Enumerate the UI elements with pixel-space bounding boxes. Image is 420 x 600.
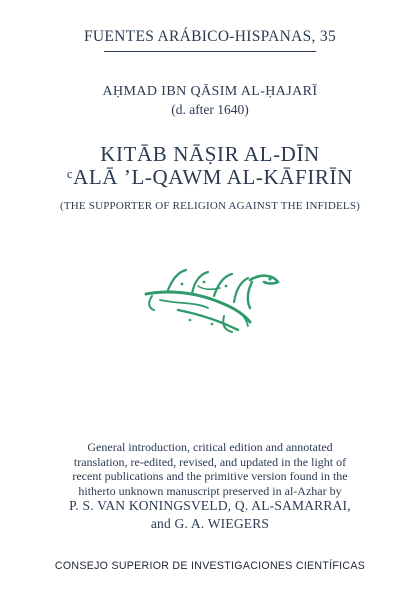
publisher-name: CONSEJO SUPERIOR DE INVESTIGACIONES CIENTÍFICAS xyxy=(54,560,366,572)
book-title-line2: ᶜALĀ ’L-QAWM AL-KĀFIRĪN xyxy=(67,165,353,189)
editors-line1: P. S. VAN KONINGSVELD, Q. AL-SAMARRAI, xyxy=(69,498,351,513)
description-paragraph: General introduction, critical edition and annotated translation, re-edited, revised, and updated in the light of recent publications and the primitive version found in the hitherto unknown manuscript preserved in al-Azhar by xyxy=(72,440,348,498)
calligraphic-bird-icon xyxy=(138,260,284,336)
book-title-line1: KITĀB NĀṢIR AL-DĪN xyxy=(100,142,320,166)
series-title: FUENTES ARÁBICO-HISPANAS, 35 xyxy=(84,28,336,45)
editors-line2: and G. A. WIEGERS xyxy=(150,516,270,531)
author-dates: (d. after 1640) xyxy=(171,102,249,117)
series-underline xyxy=(104,51,316,52)
book-subtitle: (THE SUPPORTER OF RELIGION AGAINST THE INFIDELS) xyxy=(59,200,361,212)
author-name: AḤMAD IBN QĀSIM AL-ḤAJARĪ xyxy=(102,84,318,99)
